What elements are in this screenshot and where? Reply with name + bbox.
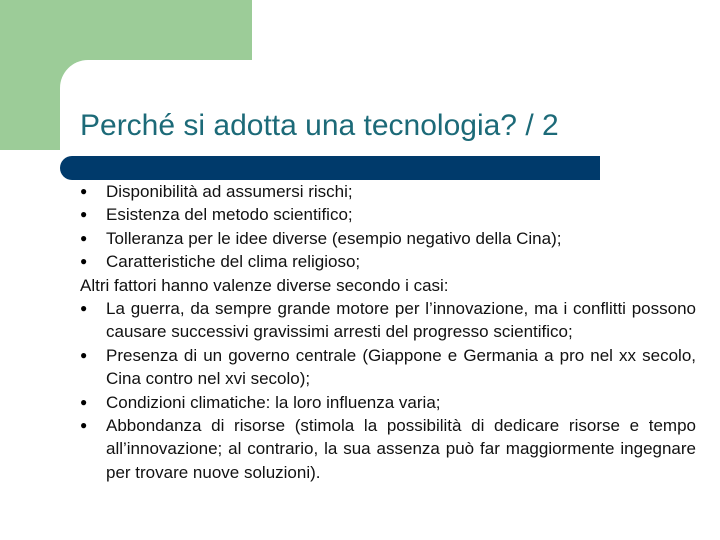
list-item bbox=[80, 391, 696, 414]
slide-body bbox=[80, 180, 696, 484]
bullet-icon: ● bbox=[80, 301, 88, 316]
list-item bbox=[80, 180, 696, 203]
list-item-text: Tolleranza per le idee diverse (esempio negativo della Cina); bbox=[106, 228, 562, 248]
list-item bbox=[80, 297, 696, 344]
bullet-icon: ● bbox=[80, 207, 88, 222]
list-item-text: Caratteristiche del clima religioso; bbox=[106, 252, 361, 272]
list-item-text: Disponibilità ad assumersi rischi; bbox=[106, 182, 353, 201]
bullet-icon: ● bbox=[80, 394, 88, 409]
bullet-icon: ● bbox=[80, 254, 88, 269]
bullet-icon: ● bbox=[80, 418, 88, 433]
slide-title: Perché si adotta una tecnologia? / 2 bbox=[80, 109, 559, 142]
list-item-text: Esistenza del metodo scientifico; bbox=[106, 205, 353, 225]
list-item-text: La guerra, da sempre grande motore per l’innovazione, ma i conflitti possono causare successivi gravissimi arresti del progresso scientifico; bbox=[106, 299, 696, 342]
bullet-icon: ● bbox=[80, 347, 88, 362]
list-item-text: Presenza di un governo centrale (Giappone e Germania a pro nel xx secolo, Cina contro nel xvi secolo); bbox=[106, 345, 696, 389]
list-item bbox=[80, 227, 696, 250]
paragraph-text: Altri fattori hanno valenze diverse secondo i casi: bbox=[80, 275, 449, 295]
title-underline-bar bbox=[60, 156, 600, 180]
list-item bbox=[80, 344, 696, 391]
bullet-icon: ● bbox=[80, 184, 88, 198]
list-item bbox=[80, 414, 696, 484]
list-item-text: Abbondanza di risorse (stimola la possibilità di dedicare risorse e tempo all’innovazione; al contrario, la sua assenza può far maggiormente ingegnare per trovare nuove soluzioni). bbox=[106, 416, 696, 482]
list-item bbox=[80, 250, 696, 273]
bullet-icon: ● bbox=[80, 230, 88, 245]
list-item-text: Condizioni climatiche: la loro influenza varia; bbox=[106, 392, 441, 412]
list-item bbox=[80, 203, 696, 226]
